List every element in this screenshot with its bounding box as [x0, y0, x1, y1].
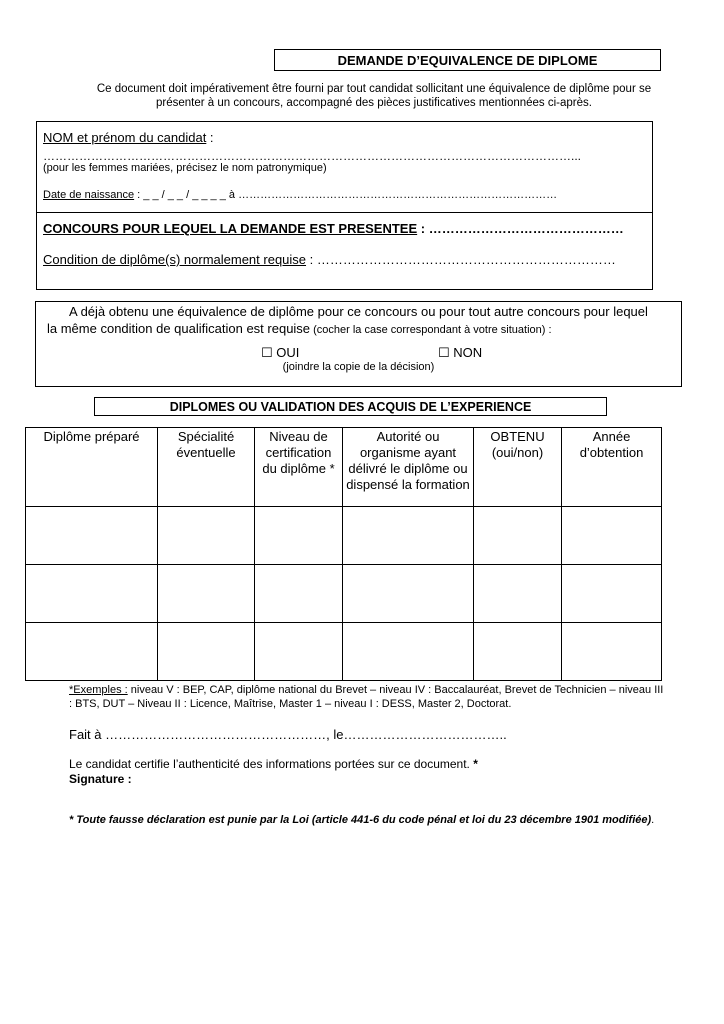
- examples-label: *Exemples :: [69, 684, 128, 696]
- equivalence-line-1: A déjà obtenu une équivalence de diplôme pour ce concours ou pour tout autre concours pour lequel: [69, 304, 648, 319]
- table-cell[interactable]: [26, 507, 158, 565]
- name-row: [43, 130, 214, 145]
- condition-field[interactable]: : ……………………………………………………………: [306, 252, 616, 267]
- section-title: DIPLOMES OU VALIDATION DES ACQUIS DE L’EXPERIENCE: [94, 397, 607, 416]
- intro-text: [64, 82, 684, 110]
- table-row: [26, 507, 662, 565]
- form-title: DEMANDE D’EQUIVALENCE DE DIPLOME: [274, 49, 661, 71]
- examples-note: [69, 683, 669, 711]
- equivalence-main: la même condition de qualification est requise: [47, 321, 311, 336]
- warning-text: [69, 814, 654, 826]
- table-cell[interactable]: [255, 565, 343, 623]
- certification-main: Le candidat certifie l’authenticité des informations portées sur ce document.: [69, 757, 470, 771]
- equivalence-box: [35, 301, 682, 387]
- header-niveau: Niveau de certification du diplôme *: [255, 428, 343, 507]
- table-cell[interactable]: [343, 507, 474, 565]
- table-row: [26, 623, 662, 681]
- table-cell[interactable]: [158, 507, 255, 565]
- table-cell[interactable]: [255, 507, 343, 565]
- married-note: (pour les femmes mariées, précisez le nom patronymique): [43, 162, 327, 174]
- equivalence-note: (cocher la case correspondant à votre situation) :: [310, 324, 552, 336]
- table-cell[interactable]: [343, 623, 474, 681]
- table-cell[interactable]: [562, 507, 662, 565]
- certification-star: *: [469, 757, 478, 771]
- table-cell[interactable]: [26, 565, 158, 623]
- oui-checkbox[interactable]: ☐ OUI: [261, 345, 300, 360]
- table-row: [26, 565, 662, 623]
- condition-row: [43, 252, 616, 267]
- concours-row: [43, 221, 624, 236]
- concours-label: CONCOURS POUR LEQUEL LA DEMANDE EST PRESENTEE: [43, 221, 418, 236]
- condition-label: Condition de diplôme(s) normalement requise: [43, 252, 307, 267]
- warning-main: * Toute fausse déclaration est punie par la Loi (article 441-6 du code pénal et loi du 23 décembre 1901 modifiée): [69, 814, 652, 826]
- table-cell[interactable]: [26, 623, 158, 681]
- intro-line-1: Ce document doit impérativement être fourni par tout candidat sollicitant une équivalence de diplôme pour se: [96, 83, 652, 95]
- signature-label[interactable]: Signature :: [69, 772, 132, 786]
- birth-label: Date de naissance: [43, 189, 135, 201]
- warning-end: .: [651, 814, 655, 826]
- header-diplome: Diplôme préparé: [26, 428, 158, 507]
- diploma-table: [25, 427, 662, 681]
- intro-line-2: présenter à un concours, accompagné des pièces justificatives mentionnées ci-après.: [156, 97, 592, 109]
- name-label: NOM et prénom du candidat: [43, 130, 207, 145]
- decision-note: (joindre la copie de la décision): [282, 361, 435, 373]
- header-annee: Année d’obtention: [562, 428, 662, 507]
- non-checkbox[interactable]: ☐ NON: [438, 345, 483, 360]
- header-autorite: Autorité ou organisme ayant délivré le diplôme ou dispensé la formation: [343, 428, 474, 507]
- table-cell[interactable]: [562, 623, 662, 681]
- concours-field[interactable]: : ………………………………………: [417, 221, 624, 236]
- equivalence-line-2: [47, 320, 552, 338]
- header-specialite: Spécialité éventuelle: [158, 428, 255, 507]
- table-cell[interactable]: [343, 565, 474, 623]
- header-obtenu: OBTENU (oui/non): [474, 428, 562, 507]
- table-cell[interactable]: [255, 623, 343, 681]
- name-colon: :: [206, 130, 214, 145]
- table-cell[interactable]: [158, 623, 255, 681]
- table-cell[interactable]: [158, 565, 255, 623]
- fait-a-field[interactable]: Fait à ……………………………………………, le………………………………..: [69, 727, 507, 742]
- birth-row: [43, 189, 557, 201]
- table-cell[interactable]: [474, 507, 562, 565]
- name-field[interactable]: ……………………………………………………………………………………………………………………...: [43, 149, 582, 163]
- birth-field[interactable]: : _ _ / _ _ / _ _ _ _ à ……………………………………………………………………………: [134, 189, 558, 201]
- table-header-row: [26, 428, 662, 507]
- table-cell[interactable]: [474, 565, 562, 623]
- candidate-box: [36, 121, 653, 290]
- certification-text: [69, 757, 478, 771]
- examples-text: niveau V : BEP, CAP, diplôme national du Brevet – niveau IV : Baccalauréat, Brevet de Technicien – niveau III : BTS, DUT – Niveau II : Licence, Maîtrise, Master 1 – niveau I : DESS, Master 2, Doctorat.: [69, 684, 664, 710]
- table-cell[interactable]: [474, 623, 562, 681]
- table-cell[interactable]: [562, 565, 662, 623]
- candidate-divider: [37, 212, 652, 213]
